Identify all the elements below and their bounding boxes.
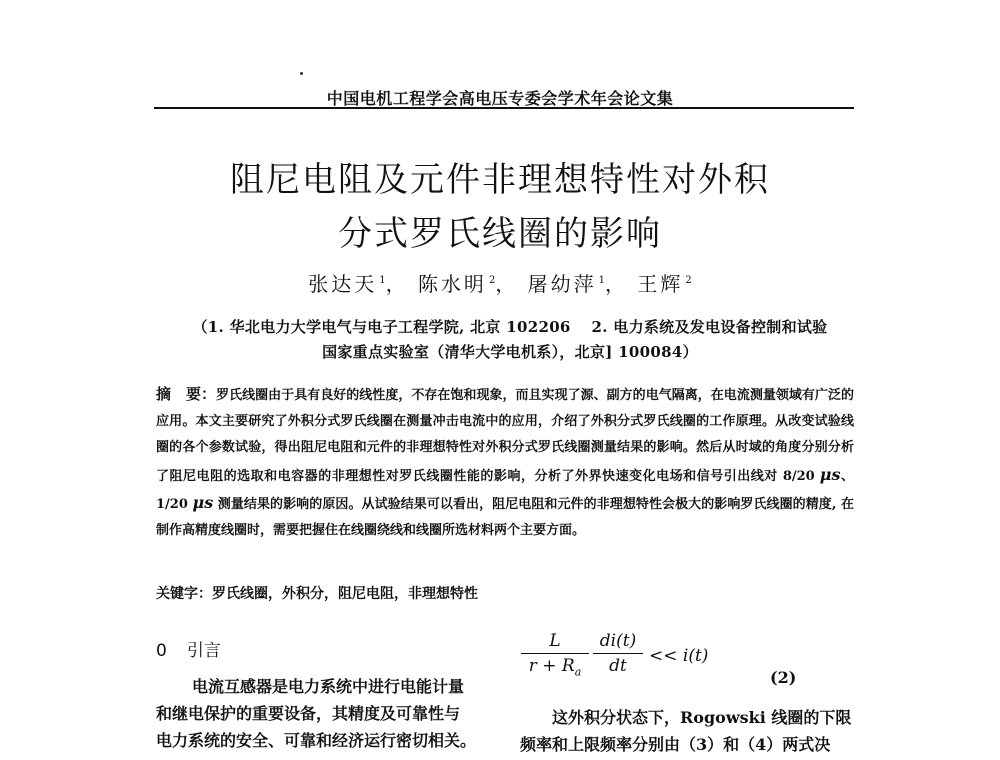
left-column-text (156, 673, 496, 754)
equation-2 (521, 631, 709, 691)
unit-microsecond: μs (192, 492, 214, 512)
fraction-derivative (593, 631, 643, 676)
abstract-text: 测量结果的影响的原因。从试验结果可以看出，阻尼电阻和元件的非理想特性会极大的影响罗氏线圈的精度, 在制作高精度线圈时，需要把握住在线圈绕线和线圈所选材料两个主要方面。 (156, 496, 854, 539)
abstract-label: 摘 要： (156, 385, 217, 403)
author-affil-mark: 2 (685, 275, 692, 286)
abstract-text: 罗氏线圈由于具有良好的线性度，不存在饱和现象，而且实现了源、副方的电气隔离，在电流测量领域有广泛的应用。本文主要研究了外积分式罗氏线圈在测量冲击电流中的应用，介绍了外积分式罗氏线圈的工作原理。从改变试验线圈的各个参数试验，得出阻尼电阻和元件的非理想特性对外积分式罗氏线圈测量结果的影响。然后从时域的角度分别分析了阻尼电阻的选取和电容器的非理想性对罗氏线圈性能的影响，分析了外界快速变化电场和信号引出线对 8/20 (156, 388, 854, 484)
fraction-bar (593, 653, 643, 654)
abstract (156, 381, 854, 544)
author-separator: ， (495, 272, 519, 296)
fraction-bar (521, 653, 589, 654)
section-heading (156, 636, 221, 661)
author-separator: ， (385, 272, 409, 296)
author-list (0, 268, 1000, 297)
equation-number: (2) (770, 668, 797, 687)
keywords-text: 罗氏线圈，外积分，阻尼电阻，非理想特性 (212, 586, 478, 602)
author-name: 陈水明 (417, 272, 487, 296)
running-header: 中国电机工程学会高电压专委会学术年会论文集 (326, 89, 674, 108)
abstract-text: 、1/20 (156, 468, 854, 512)
paragraph-line: 频率和上限频率分别由（3）和（4）两式决 (520, 735, 831, 754)
denominator-subscript: a (574, 665, 582, 679)
author-affil-mark: 1 (598, 275, 606, 286)
author-name: 王辉 (637, 272, 684, 296)
keywords (156, 583, 478, 603)
fraction-l-over-r (521, 631, 589, 678)
section-number: 0 (156, 641, 167, 661)
fraction-numerator: di(t) (599, 631, 637, 651)
author-name: 屠幼萍 (527, 272, 597, 296)
author-affil-mark: 1 (379, 275, 386, 286)
author-affil-mark: 2 (488, 275, 496, 286)
affiliation-line-2: 国家重点实验室（清华大学电机系），北京] 100084） (322, 343, 698, 361)
unit-microsecond: μs (819, 464, 841, 484)
section-title: 引言 (186, 641, 221, 661)
stray-dot (300, 72, 303, 75)
paragraph-line: 电力系统的安全、可靠和经济运行密切相关。 (156, 731, 477, 750)
paper-title-line-1: 阻尼电阻及元件非理想特性对外积 (230, 160, 770, 200)
affiliation-line-1: （1. 华北电力大学电气与电子工程学院, 北京 102206 2. 电力系统及发电设备控制和试验 (192, 318, 828, 336)
author-separator: ， (605, 272, 629, 296)
right-column-text (520, 704, 856, 758)
paper-title-line-2: 分式罗氏线圈的影响 (338, 214, 662, 254)
keywords-label: 关键字： (156, 586, 212, 602)
paragraph-line: 和继电保护的重要设备，其精度及可靠性与 (156, 704, 461, 723)
fraction-denominator: dt (609, 656, 627, 676)
paragraph-line: 电流互感器是电力系统中进行电能计量 (192, 677, 465, 696)
author-name: 张达天 (308, 272, 378, 296)
fraction-numerator: L (549, 631, 561, 651)
fraction-denominator (521, 656, 589, 678)
header-rule (154, 107, 854, 109)
paragraph-line: 这外积分状态下，Rogowski 线圈的下限 (552, 708, 852, 727)
denominator-text: r + R (528, 656, 575, 676)
equation-rhs: << i(t) (649, 646, 709, 666)
